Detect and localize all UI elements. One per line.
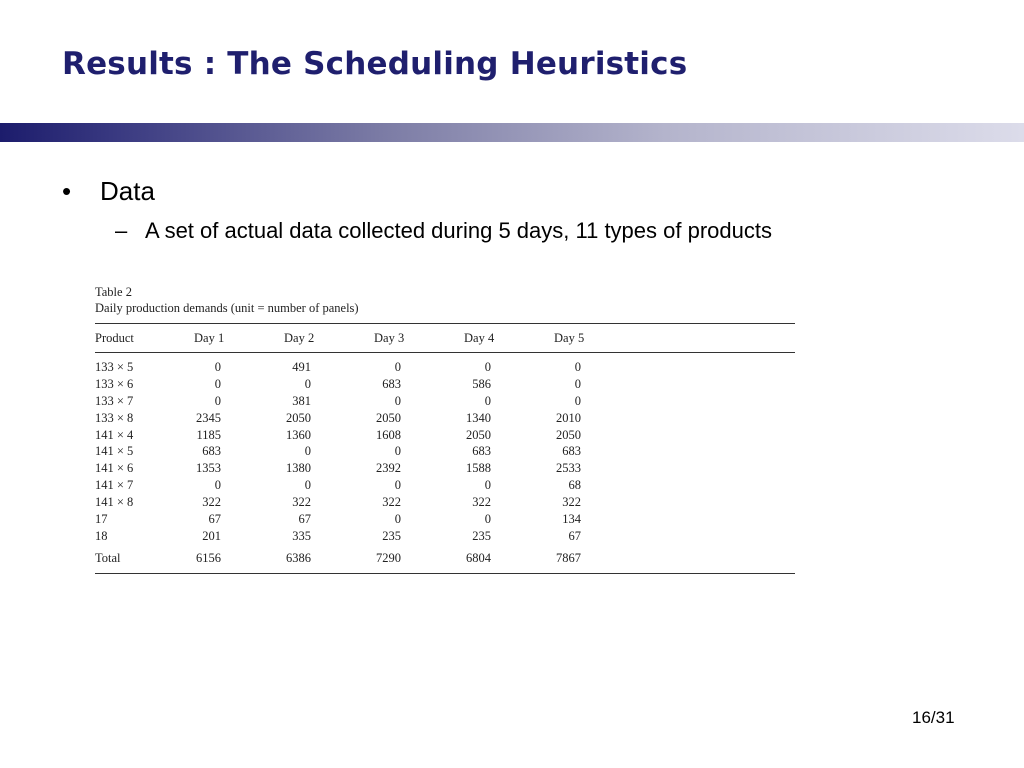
day-3-cell: 683: [382, 376, 401, 391]
header-day-4: Day 4: [464, 324, 554, 353]
demand-table: [95, 323, 795, 574]
table-row: [95, 353, 795, 376]
day-4-cell: 683: [472, 444, 491, 459]
product-cell: 141 × 4: [95, 427, 134, 442]
day-3-cell: 2392: [376, 461, 401, 476]
table-caption-text: Daily production demands (unit = number of panels): [95, 301, 359, 315]
header-day-5: Day 5: [554, 324, 644, 353]
day-1-cell: 2345: [196, 410, 221, 425]
row-spacer: [644, 353, 795, 376]
day-5-cell: 0: [574, 376, 581, 391]
demand-table-figure: [95, 284, 795, 574]
day-1-cell: 67: [208, 511, 221, 526]
day-2-cell: 491: [292, 359, 311, 374]
day-1-cell: 0: [214, 478, 221, 493]
day-4-cell: 0: [484, 478, 491, 493]
header-day-3: Day 3: [374, 324, 464, 353]
row-spacer: [644, 528, 795, 545]
day-2-cell: 0: [304, 376, 311, 391]
table-row: [95, 511, 795, 528]
slide-title: Results : The Scheduling Heuristics: [62, 46, 688, 82]
table-caption: [95, 284, 795, 316]
header-spacer: [644, 324, 795, 353]
day-4-cell: 0: [484, 359, 491, 374]
day-2-cell: 1380: [286, 461, 311, 476]
total-day-3: 7290: [374, 545, 464, 574]
bullet-data: [62, 176, 155, 207]
day-3-cell: 0: [394, 359, 401, 374]
day-4-cell: 2050: [466, 427, 491, 442]
product-cell: 133 × 7: [95, 393, 134, 408]
day-3-cell: 235: [382, 528, 401, 543]
day-1-cell: 1185: [196, 427, 221, 442]
day-2-cell: 0: [304, 478, 311, 493]
row-spacer: [644, 511, 795, 528]
total-label: Total: [95, 545, 194, 574]
day-4-cell: 0: [484, 393, 491, 408]
day-2-cell: 0: [304, 444, 311, 459]
day-3-cell: 2050: [376, 410, 401, 425]
row-spacer: [644, 410, 795, 427]
day-3-cell: 1608: [376, 427, 401, 442]
day-5-cell: 67: [568, 528, 581, 543]
row-spacer: [644, 494, 795, 511]
page-number: 16/31: [912, 708, 955, 727]
day-5-cell: 68: [568, 478, 581, 493]
day-4-cell: 586: [472, 376, 491, 391]
row-spacer: [644, 477, 795, 494]
day-1-cell: 0: [214, 359, 221, 374]
row-spacer: [644, 427, 795, 444]
day-5-cell: 134: [562, 511, 581, 526]
day-5-cell: 2533: [556, 461, 581, 476]
day-5-cell: 0: [574, 359, 581, 374]
day-5-cell: 2010: [556, 410, 581, 425]
day-5-cell: 0: [574, 393, 581, 408]
row-spacer: [644, 460, 795, 477]
table-row: [95, 494, 795, 511]
product-cell: 133 × 5: [95, 359, 134, 374]
day-2-cell: 322: [292, 495, 311, 510]
bullet-text: Data: [100, 176, 155, 206]
day-4-cell: 235: [472, 528, 491, 543]
table-row: [95, 427, 795, 444]
day-3-cell: 0: [394, 511, 401, 526]
day-1-cell: 1353: [196, 461, 221, 476]
product-cell: 133 × 8: [95, 410, 134, 425]
table-row: [95, 528, 795, 545]
day-5-cell: 322: [562, 495, 581, 510]
table-header-row: [95, 324, 795, 353]
day-4-cell: 1588: [466, 461, 491, 476]
total-day-2: 6386: [284, 545, 374, 574]
product-cell: 18: [95, 528, 108, 543]
sub-bullet: [115, 218, 772, 244]
total-day-5: 7867: [554, 545, 644, 574]
table-row: [95, 443, 795, 460]
day-5-cell: 2050: [556, 427, 581, 442]
sub-bullet-text: A set of actual data collected during 5 days, 11 types of products: [145, 218, 772, 243]
day-3-cell: 0: [394, 393, 401, 408]
table-row: [95, 376, 795, 393]
row-spacer: [644, 443, 795, 460]
day-1-cell: 0: [214, 393, 221, 408]
table-caption-label: Table 2: [95, 285, 132, 299]
total-day-1: 6156: [194, 545, 284, 574]
sub-bullet-marker: –: [115, 218, 128, 243]
table-body: [95, 353, 795, 545]
table-row: [95, 477, 795, 494]
bullet-marker: •: [62, 176, 72, 206]
table-row: [95, 410, 795, 427]
day-4-cell: 1340: [466, 410, 491, 425]
table-row: [95, 460, 795, 477]
total-day-4: 6804: [464, 545, 554, 574]
day-4-cell: 0: [484, 511, 491, 526]
day-1-cell: 683: [202, 444, 221, 459]
table-total-row: [95, 545, 795, 574]
day-1-cell: 322: [202, 495, 221, 510]
header-product: Product: [95, 324, 194, 353]
product-cell: 17: [95, 511, 108, 526]
product-cell: 141 × 7: [95, 478, 134, 493]
product-cell: 141 × 8: [95, 495, 134, 510]
product-cell: 141 × 6: [95, 461, 134, 476]
day-2-cell: 67: [298, 511, 311, 526]
day-3-cell: 322: [382, 495, 401, 510]
day-3-cell: 0: [394, 478, 401, 493]
day-2-cell: 335: [292, 528, 311, 543]
table-row: [95, 393, 795, 410]
product-cell: 141 × 5: [95, 444, 134, 459]
day-2-cell: 1360: [286, 427, 311, 442]
day-1-cell: 201: [202, 528, 221, 543]
total-spacer: [644, 545, 795, 574]
day-5-cell: 683: [562, 444, 581, 459]
header-day-2: Day 2: [284, 324, 374, 353]
day-3-cell: 0: [394, 444, 401, 459]
day-1-cell: 0: [214, 376, 221, 391]
day-2-cell: 381: [292, 393, 311, 408]
day-2-cell: 2050: [286, 410, 311, 425]
day-4-cell: 322: [472, 495, 491, 510]
title-gradient-bar: [0, 123, 1024, 142]
row-spacer: [644, 376, 795, 393]
header-day-1: Day 1: [194, 324, 284, 353]
product-cell: 133 × 6: [95, 376, 134, 391]
row-spacer: [644, 393, 795, 410]
